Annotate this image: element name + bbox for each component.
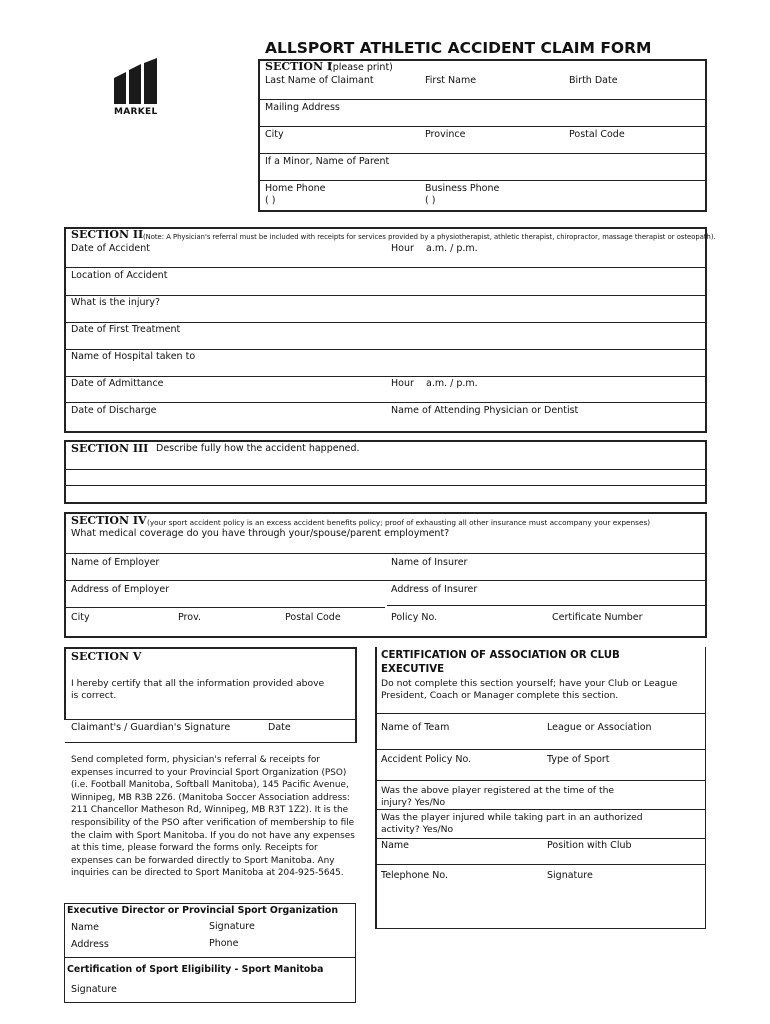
admittance-hour-label[interactable]: Hour	[391, 378, 414, 389]
city-field[interactable]: City	[265, 129, 284, 140]
insurer-address-field[interactable]: Address of Insurer	[391, 584, 478, 595]
postal-code-field[interactable]: Postal Code	[569, 129, 625, 140]
markel-logo	[112, 58, 167, 120]
pso-signature-field[interactable]: Signature	[209, 921, 255, 932]
markel-logo-mark-icon	[112, 58, 167, 104]
eligibility-heading: Certification of Sport Eligibility - Sport Manitoba	[67, 964, 324, 975]
minor-parent-field[interactable]: If a Minor, Name of Parent	[265, 156, 390, 167]
league-field[interactable]: League or Association	[547, 722, 652, 733]
policy-no-field[interactable]: Policy No.	[391, 612, 438, 623]
employer-postal-field[interactable]: Postal Code	[285, 612, 341, 623]
employer-name-field[interactable]: Name of Employer	[71, 557, 160, 568]
certificate-number-field[interactable]: Certificate Number	[552, 612, 643, 623]
describe-accident-field[interactable]: Describe fully how the accident happened.	[156, 443, 360, 454]
admittance-field[interactable]: Date of Admittance	[71, 378, 164, 389]
insurer-name-field[interactable]: Name of Insurer	[391, 557, 468, 568]
injured-question[interactable]: Was the player injured while taking part in an authorized activity? Yes/No	[381, 812, 643, 835]
accident-policy-field[interactable]: Accident Policy No.	[381, 754, 472, 765]
pso-heading: Executive Director or Provincial Sport Organization	[67, 905, 339, 916]
pso-address-field[interactable]: Address	[71, 939, 109, 950]
admittance-ampm-label: a.m. / p.m.	[426, 378, 478, 389]
employer-address-field[interactable]: Address of Employer	[71, 584, 170, 595]
home-phone-field[interactable]: Home Phone	[265, 183, 326, 194]
pso-phone-field[interactable]: Phone	[209, 938, 239, 949]
section-1-heading: SECTION I	[265, 60, 333, 73]
submission-instructions: Send completed form, physician's referral & receipts for expenses incurred to your Provincial Sport Organization (PSO) (i.e. Football Manitoba, Softball Manitoba), 145 Pacific Avenue, Winnipeg, MB R3B 2Z6. (Manitoba Soccer Association address: 211 Chancellor Matheson Rd, Winnipeg, MB R3T 1Z2). It is the responsibility of the PSO after verification of membership to file the claim with Sport Manitoba. If you do not have any expenses at this time, please forward the forms only. Receipts for expenses can be forwarded directly to Sport Manitoba. Any inquiries can be directed to Sport Manitoba at 204-925-5645.	[71, 755, 355, 879]
eligibility-signature-field[interactable]: Signature	[71, 984, 117, 995]
page-title: ALLSPORT ATHLETIC ACCIDENT CLAIM FORM	[265, 39, 652, 57]
accident-hour-label[interactable]: Hour	[391, 243, 414, 254]
sport-type-field[interactable]: Type of Sport	[547, 754, 610, 765]
claimant-signature-field[interactable]: Claimant's / Guardian's Signature	[71, 722, 231, 733]
section-2-heading: SECTION II	[71, 228, 144, 241]
employer-prov-field[interactable]: Prov.	[178, 612, 201, 623]
executive-signature-field[interactable]: Signature	[547, 870, 593, 881]
team-name-field[interactable]: Name of Team	[381, 722, 450, 733]
date-of-accident-field[interactable]: Date of Accident	[71, 243, 150, 254]
first-name-field[interactable]: First Name	[425, 75, 477, 86]
telephone-field[interactable]: Telephone No.	[381, 870, 449, 881]
certification-instruction: Do not complete this section yourself; have your Club or League President, Coach or Manager complete this section.	[381, 678, 678, 702]
location-field[interactable]: Location of Accident	[71, 270, 168, 281]
accident-ampm-label: a.m. / p.m.	[426, 243, 478, 254]
certify-statement: I hereby certify that all the information provided above is correct.	[71, 678, 325, 702]
pso-name-field[interactable]: Name	[71, 922, 100, 933]
hospital-field[interactable]: Name of Hospital taken to	[71, 351, 196, 362]
birth-date-field[interactable]: Birth Date	[569, 75, 618, 86]
certification-heading: CERTIFICATION OF ASSOCIATION OR CLUB EXECUTIVE	[381, 650, 620, 675]
section-2-note: (Note: A Physician's referral must be included with receipts for services provided by a physiotherapist, athletic therapist, chiropractor, massage therapist or osteopath).	[143, 233, 716, 241]
coverage-question[interactable]: What medical coverage do you have through your/spouse/parent employment?	[71, 528, 450, 539]
club-position-field[interactable]: Position with Club	[547, 840, 632, 851]
claimant-date-field[interactable]: Date	[268, 722, 291, 733]
business-phone-field[interactable]: Business Phone	[425, 183, 500, 194]
employer-city-field[interactable]: City	[71, 612, 90, 623]
section-4-heading: SECTION IV	[71, 514, 147, 527]
home-phone-parens: ( )	[265, 195, 276, 206]
discharge-field[interactable]: Date of Discharge	[71, 405, 157, 416]
executive-name-field[interactable]: Name	[381, 840, 410, 851]
first-treatment-field[interactable]: Date of First Treatment	[71, 324, 181, 335]
mailing-address-field[interactable]: Mailing Address	[265, 102, 340, 113]
registered-question[interactable]: Was the above player registered at the time of the injury? Yes/No	[381, 785, 615, 808]
section-5-heading: SECTION V	[71, 650, 142, 663]
physician-field[interactable]: Name of Attending Physician or Dentist	[391, 405, 579, 416]
section-1-note: (please print)	[329, 62, 393, 73]
section-4-note: (your sport accident policy is an excess accident benefits policy; proof of exhausting all other insurance must accompany your expenses)	[147, 518, 651, 527]
business-phone-parens: ( )	[425, 195, 436, 206]
injury-field[interactable]: What is the injury?	[71, 297, 161, 308]
section-3-heading: SECTION III	[71, 442, 149, 455]
province-field[interactable]: Province	[425, 129, 466, 140]
last-name-field[interactable]: Last Name of Claimant	[265, 75, 374, 86]
logo-text: MARKEL	[114, 107, 158, 117]
